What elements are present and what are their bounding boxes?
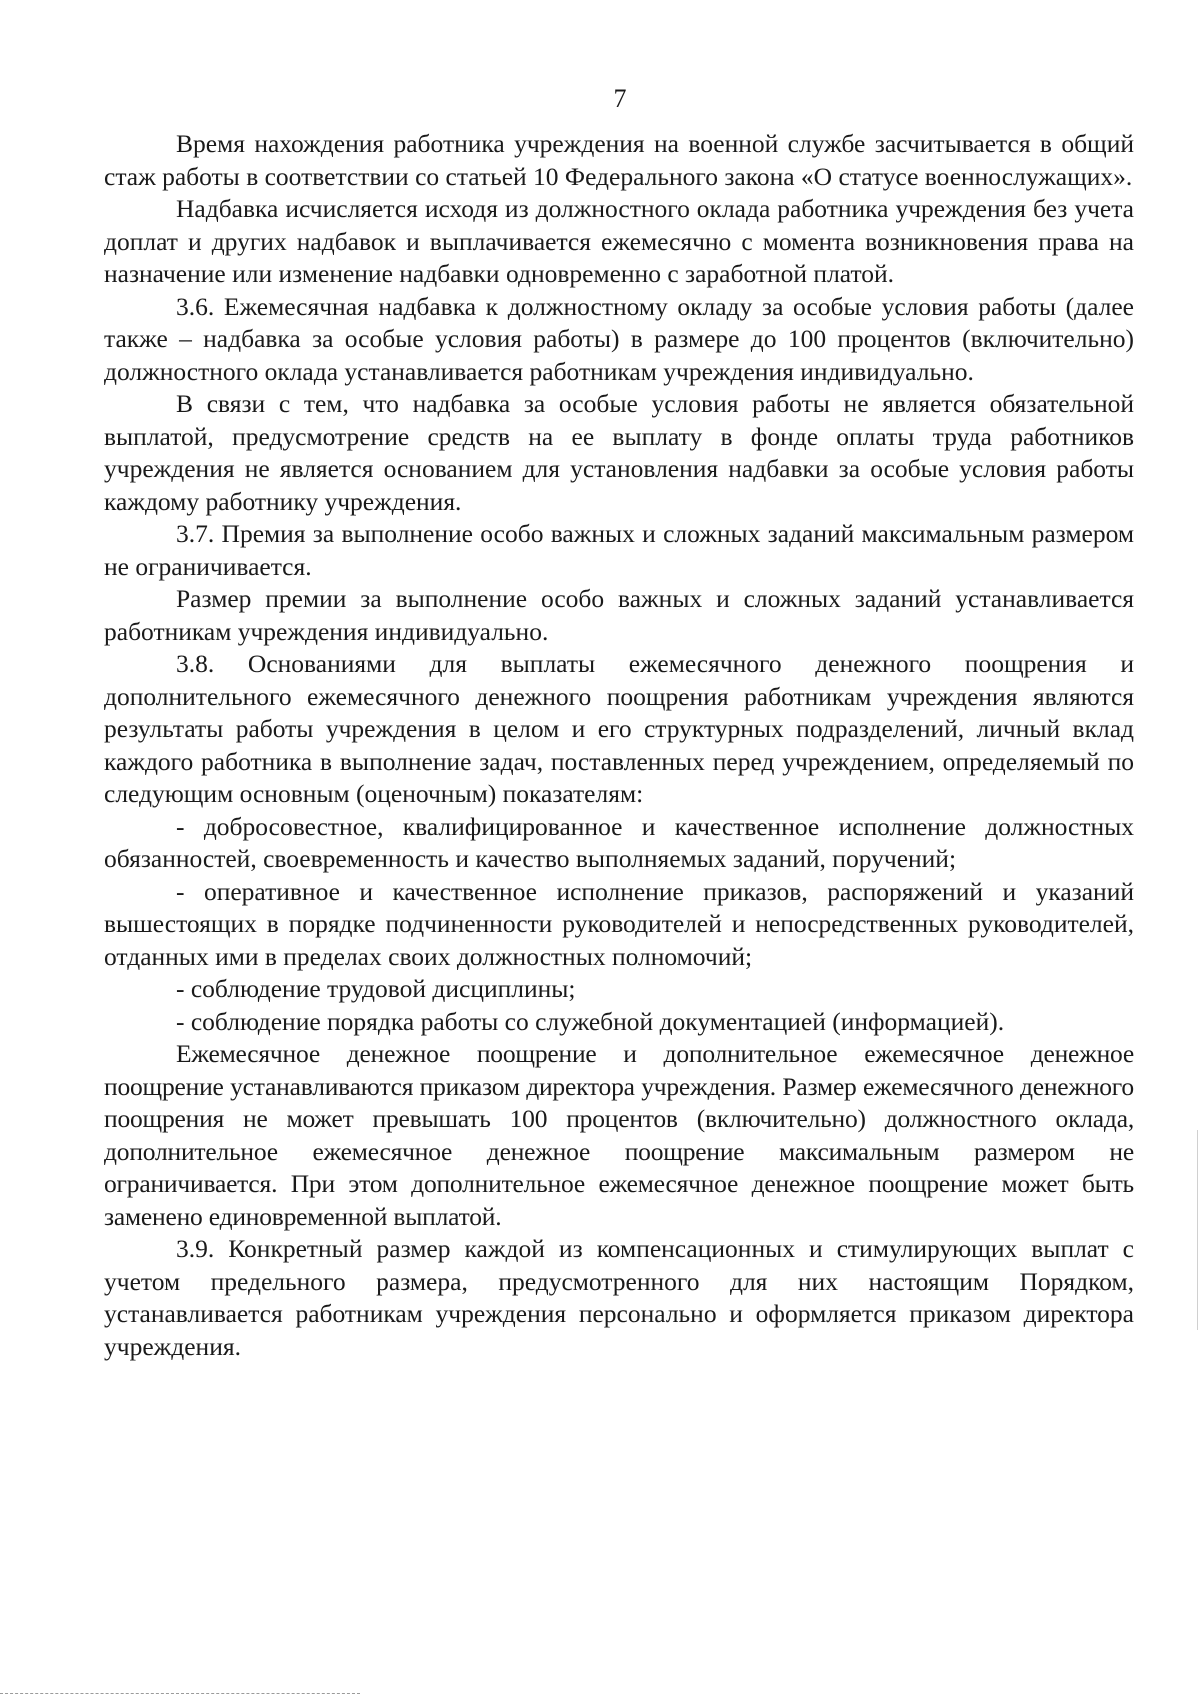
paragraph-military-service: Время нахождения работника учреждения на военной службе засчитывается в общий стаж работы в соответствии со статьей 10 Федерального закона «О статусе военнослужащих». [104, 129, 1134, 191]
list-item-documentation: - соблюдение порядка работы со служебной документацией (информацией). [176, 1006, 1005, 1036]
paragraph-allowance-calculation: Надбавка исчисляется исходя из должностного оклада работника учреждения без учета доплат и других надбавок и выплачивается ежемесячно с момента возникновения права на назначение или изменение надбавки одновременно с заработной платой. [104, 194, 1134, 288]
list-item-conscientious: - добросовестное, квалифицированное и качественное исполнение должностных обязанностей, своевременность и качество выполняемых заданий, поручений; [104, 811, 1134, 873]
paragraph-monthly-incentive: Ежемесячное денежное поощрение и дополнительное ежемесячное денежное поощрение устанавливаются приказом директора учреждения. Размер ежемесячного денежного поощрения не может превышать 100 процентов (включительно) должностного оклада, дополнительное ежемесячное денежное поощрение максимальным размером не ограничивается. При этом дополнительное ежемесячное денежное поощрение может быть заменено единовременной выплатой. [104, 1039, 1134, 1231]
paragraph-3-6: 3.6. Ежемесячная надбавка к должностному окладу за особые условия работы (далее также – надбавка за особые условия работы) в размере до 100 процентов (включительно) должностного оклада устанавливается работникам учреждения индивидуально. [104, 291, 1134, 386]
scan-edge-line [0, 1693, 360, 1694]
scan-edge-mark [1197, 1130, 1198, 1330]
paragraph-3-9: 3.9. Конкретный размер каждой из компенсационных и стимулирующих выплат с учетом предельного размера, предусмотренного для них настоящим Порядком, устанавливается работникам учреждения персонально и оформляется приказом директора учреждения. [104, 1234, 1134, 1361]
list-item-orders: - оперативное и качественное исполнение приказов, распоряжений и указаний вышестоящих в порядке подчиненности руководителей и непосредственных руководителей, отданных ими в пределах своих должностных полномочий; [104, 876, 1134, 971]
list-item-discipline: - соблюдение трудовой дисциплины; [176, 974, 576, 1003]
paragraph-special-conditions: В связи с тем, что надбавка за особые условия работы не является обязательной выплатой, предусмотрение средств на ее выплату в фонде оплаты труда работников учреждения не является основанием для установления надбавки за особые условия работы каждому работнику учреждения. [104, 389, 1134, 516]
document-body [104, 128, 1134, 1363]
paragraph-3-8: 3.8. Основаниями для выплаты ежемесячного денежного поощрения и дополнительного ежемесячного денежного поощрения работникам учреждения являются результаты работы учреждения в целом и его структурных подразделений, личный вклад каждого работника в выполнение задач, поставленных перед учреждением, определяемый по следующим основным (оценочным) показателям: [104, 649, 1134, 808]
paragraph-3-7: 3.7. Премия за выполнение особо важных и сложных заданий максимальным размером не ограничивается. [104, 519, 1134, 581]
page-number: 7 [613, 84, 627, 113]
paragraph-bonus-size: Размер премии за выполнение особо важных и сложных заданий устанавливается работникам учреждения индивидуально. [104, 584, 1134, 646]
